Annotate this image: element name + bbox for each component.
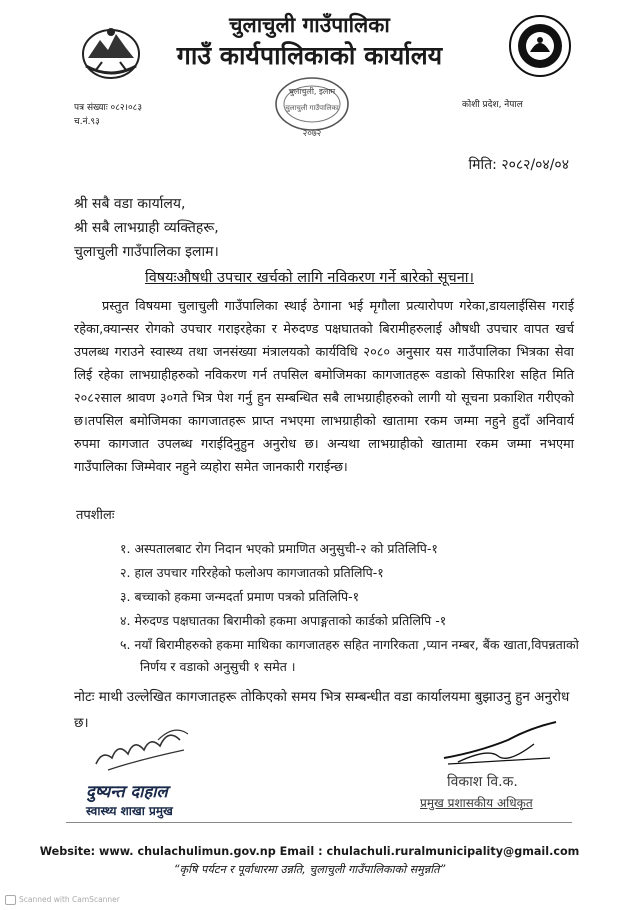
footer-divider [66,822,572,823]
municipality-name: चुलाचुली गाउँपालिका [229,13,390,37]
addressee-line: श्री सबै लाभग्राही व्यक्तिहरू, [74,220,219,236]
signatory-right-title: प्रमुख प्रशासकीय अधिकृत [420,796,533,810]
signatory-left-title: स्वास्थ्य शाखा प्रमुख [86,804,173,818]
footer-contact: Website: www. chulachulimun.gov.np Email : chulachuli.ruralmunicipality@gmail.com [39,845,580,858]
list-item-continuation: निर्णय र वडाको अनुसुची १ समेत । [140,659,296,674]
list-item: ३. बच्चाको हकमा जन्मदर्ता प्रमाण पत्रको प्रतिलिपि-१ [120,589,360,604]
note: नोटः माथी उल्लेखित कागजातहरू तोकिएको समय भित्र सम्बन्धीत वडा कार्यालयमा बुझाउनु हुन अनुरोध छ। [74,689,570,731]
camscanner-icon [5,895,16,905]
reference-number: पत्र संख्याः ०८२।०८३ [74,103,143,113]
subject-line: विषयःऔषधी उपचार खर्चको लागि नविकरण गर्ने बारेको सूचना। [144,270,475,286]
province: कोशी प्रदेश, नेपाल [462,100,523,110]
list-item: १. अस्पतालबाट रोग निदान भएको प्रमाणित अनुसुची-२ को प्रतिलिपि-१ [120,541,438,556]
official-stamp [270,76,354,138]
addressee-line: चुलाचुली गाउँपालिका इलाम। [74,244,219,260]
stamp-year: २०७२ [302,129,322,138]
scanner-watermark [5,895,120,905]
stamp-line1: चुलाचुली, इलाम [288,87,336,96]
letter-date: मिति: २०८२/०४/०४ [468,157,569,173]
list-item: २. हाल उपचार गरिरहेको फलोअप कागजातको प्रतिलिपि-१ [120,565,384,580]
addressee-line: श्री सबै वडा कार्यालय, [74,196,186,212]
signatory-right-name: विकाश वि.क. [447,774,518,790]
scanner-watermark-text: Scanned with CamScanner [19,895,120,904]
signature-left [88,720,198,776]
list-item: ५. नयाँ बिरामीहरुको हकमा माथिका कागजातहरु सहित नागरिकता ,प्यान नम्बर, बैंक खाता,विपन्नताको [120,637,579,652]
signatory-left-name: दुष्यन्त दाहाल [86,782,168,801]
list-item: ४. मेरुदण्ड पक्षघातका बिरामीको हकमा अपाङ्गताको कार्डको प्रतिलिपि -१ [120,613,447,628]
stamp-line2: चुलाचुली गाउँपालिका [285,104,339,112]
body-paragraph: प्रस्तुत विषयमा चुलाचुली गाउँपालिका स्थाई ठेगाना भई मृगौला प्रत्यारोपण गरेका,डायलाईसिस गराई रहेका,क्यान्सर रोगको उपचार गराइरहेका र मेरुदण्ड पक्षघातको बिरामीहरुलाई औषधी उपचार वापत खर्च उपलब्ध गराउने स्वास्थ्य तथा जनसंख्या मंत्रालयको कार्यविधि २०८० अनुसार यस गाउँपालिका भित्रका सेवा लिई रहेका लाभग्राहीहरुको नविकरण गर्न तपसिल बमोजिमका कागजातहरू वडाको सिफारिश सहित मिति २०८२साल श्रावण ३०गते भित्र पेश गर्नु हुन सम्बन्धित सबै लाभग्राहीहरुको लागी यो सूचना प्रकाशित गरीएको छ।तपसिल बमोजिमका कागजातहरू प्राप्त नभएमा लाभग्राहीको खातामा रकम जम्मा नहुने हुदाँ अनिवार्य रुपमा कागजात उपलब्ध गराईदिनुहुन अनुरोध छ। अन्यथा लाभग्राहीको खातामा रकम जम्मा नभएमा गाउँपालिका जिम्मेवार नहुने व्यहोरा समेत जानकारी गराईन्छ। [74,299,574,475]
office-name: गाउँ कार्यपालिकाको कार्यालय [176,41,443,70]
dispatch-number: च.नं.९३ [74,117,100,127]
enclosure-label: तपशीलः [76,508,115,523]
signature-right [438,718,564,768]
footer-motto: “कृषि पर्यटन र पूर्वाधारमा उन्नति, चुलाचुली गाउँपालिकाको समुन्नति” [173,863,446,876]
